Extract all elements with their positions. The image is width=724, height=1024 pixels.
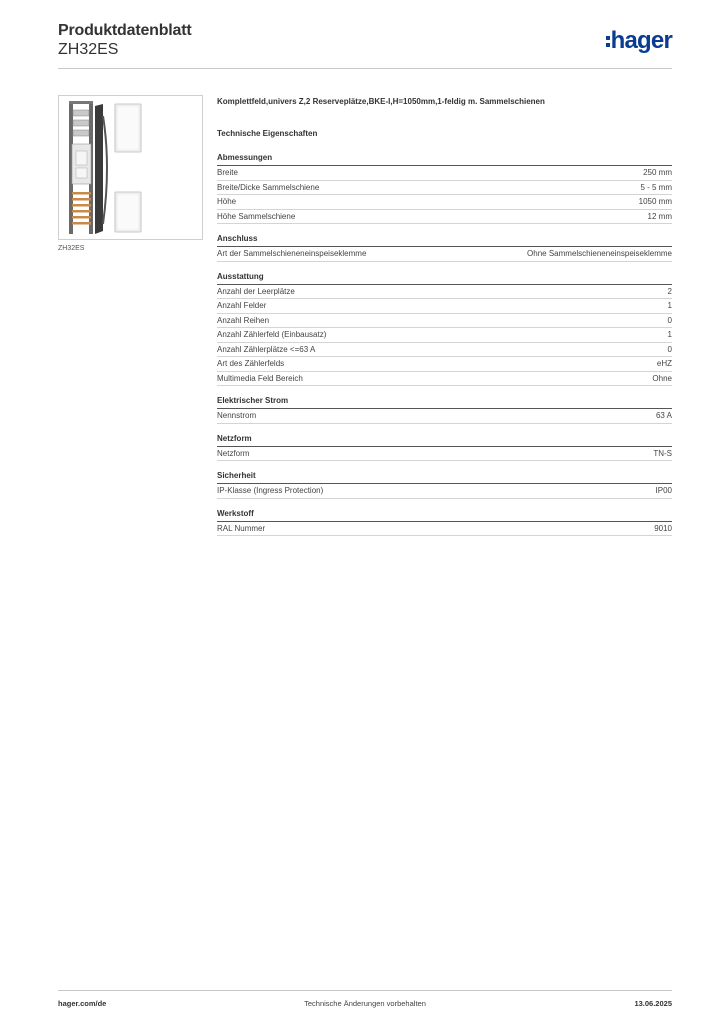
- row-value: Ohne: [652, 373, 672, 383]
- footer-divider: [58, 990, 672, 991]
- document-subtitle: ZH32ES: [58, 41, 119, 58]
- row-value: 250 mm: [643, 168, 672, 177]
- row-value: IP00: [655, 486, 672, 495]
- footer-disclaimer: Technische Änderungen vorbehalten: [304, 999, 426, 1008]
- table-row: [217, 328, 672, 343]
- logo-dots-icon: [606, 36, 610, 47]
- row-value: 9010: [654, 523, 672, 533]
- page-header: [58, 22, 672, 70]
- group-werkstoff: [217, 509, 672, 537]
- group-title: Abmessungen: [217, 153, 672, 166]
- header-divider: [58, 68, 672, 69]
- row-label: Breite/Dicke Sammelschiene: [217, 182, 320, 192]
- group-title: Elektrischer Strom: [217, 396, 672, 409]
- content-area: [217, 96, 672, 546]
- row-value: 12 mm: [647, 211, 672, 221]
- group-sicherheit: [217, 471, 672, 499]
- group-title: Ausstattung: [217, 272, 672, 285]
- hager-logo[interactable]: [606, 28, 672, 54]
- row-label: Anzahl Zählerfeld (Einbausatz): [217, 330, 327, 339]
- table-row: [217, 447, 672, 462]
- table-row: [217, 372, 672, 387]
- row-label: Nennstrom: [217, 411, 257, 420]
- table-row: [217, 409, 672, 424]
- row-label: Anzahl Zählerplätze <=63 A: [217, 344, 316, 354]
- group-title: Anschluss: [217, 234, 672, 247]
- group-elektrischer-strom: [217, 396, 672, 424]
- footer-website-link[interactable]: hager.com/de: [58, 999, 107, 1008]
- row-value: Ohne Sammelschieneneinspeiseklemme: [527, 249, 672, 258]
- table-row: [217, 181, 672, 196]
- product-description: Komplettfeld,univers Z,2 Reserveplätze,BKE-I,H=1050mm,1-feldig m. Sammelschienen: [217, 97, 545, 106]
- row-value: eHZ: [656, 359, 672, 368]
- row-label: IP-Klasse (Ingress Protection): [217, 486, 324, 495]
- row-label: Anzahl Felder: [217, 301, 267, 310]
- row-label: Anzahl der Leerplätze: [217, 286, 295, 296]
- table-row: [217, 522, 672, 537]
- row-value: TN-S: [653, 448, 672, 458]
- table-row: [217, 247, 672, 262]
- row-label: Netzform: [217, 448, 250, 458]
- row-value: 1: [667, 330, 672, 339]
- table-row: [217, 210, 672, 225]
- logo-text: hager: [610, 27, 672, 54]
- table-row: [217, 314, 672, 329]
- group-ausstattung: [217, 272, 672, 387]
- group-title: Sicherheit: [217, 471, 672, 484]
- row-label: Art der Sammelschieneneinspeiseklemme: [217, 249, 367, 258]
- table-row: [217, 299, 672, 314]
- row-label: Höhe: [217, 197, 237, 206]
- page-footer: [58, 998, 672, 1010]
- row-label: Art des Zählerfelds: [217, 359, 285, 368]
- row-value: 2: [667, 286, 672, 296]
- row-value: 0: [667, 344, 672, 354]
- table-row: [217, 195, 672, 210]
- row-label: Anzahl Reihen: [217, 315, 270, 325]
- document-title: Produktdatenblatt: [58, 22, 192, 39]
- row-label: Breite: [217, 168, 238, 177]
- group-title: Netzform: [217, 434, 672, 447]
- table-row: [217, 285, 672, 300]
- table-row: [217, 343, 672, 358]
- row-value: 1: [667, 301, 672, 310]
- group-anschluss: [217, 234, 672, 262]
- row-value: 1050 mm: [638, 197, 672, 206]
- row-label: RAL Nummer: [217, 523, 266, 533]
- product-illustration: [59, 96, 202, 239]
- table-row: [217, 484, 672, 499]
- table-row: [217, 357, 672, 372]
- row-value: 0: [667, 315, 672, 325]
- row-value: 63 A: [655, 411, 672, 420]
- group-netzform: [217, 434, 672, 462]
- section-title: Technische Eigenschaften: [217, 129, 318, 138]
- table-row: [217, 166, 672, 181]
- footer-date: 13.06.2025: [634, 999, 672, 1008]
- image-caption: ZH32ES: [58, 245, 85, 252]
- row-label: Höhe Sammelschiene: [217, 211, 296, 221]
- product-image: [58, 95, 203, 240]
- row-value: 5 - 5 mm: [640, 182, 672, 192]
- group-title: Werkstoff: [217, 509, 672, 522]
- group-abmessungen: [217, 153, 672, 224]
- row-label: Multimedia Feld Bereich: [217, 373, 303, 383]
